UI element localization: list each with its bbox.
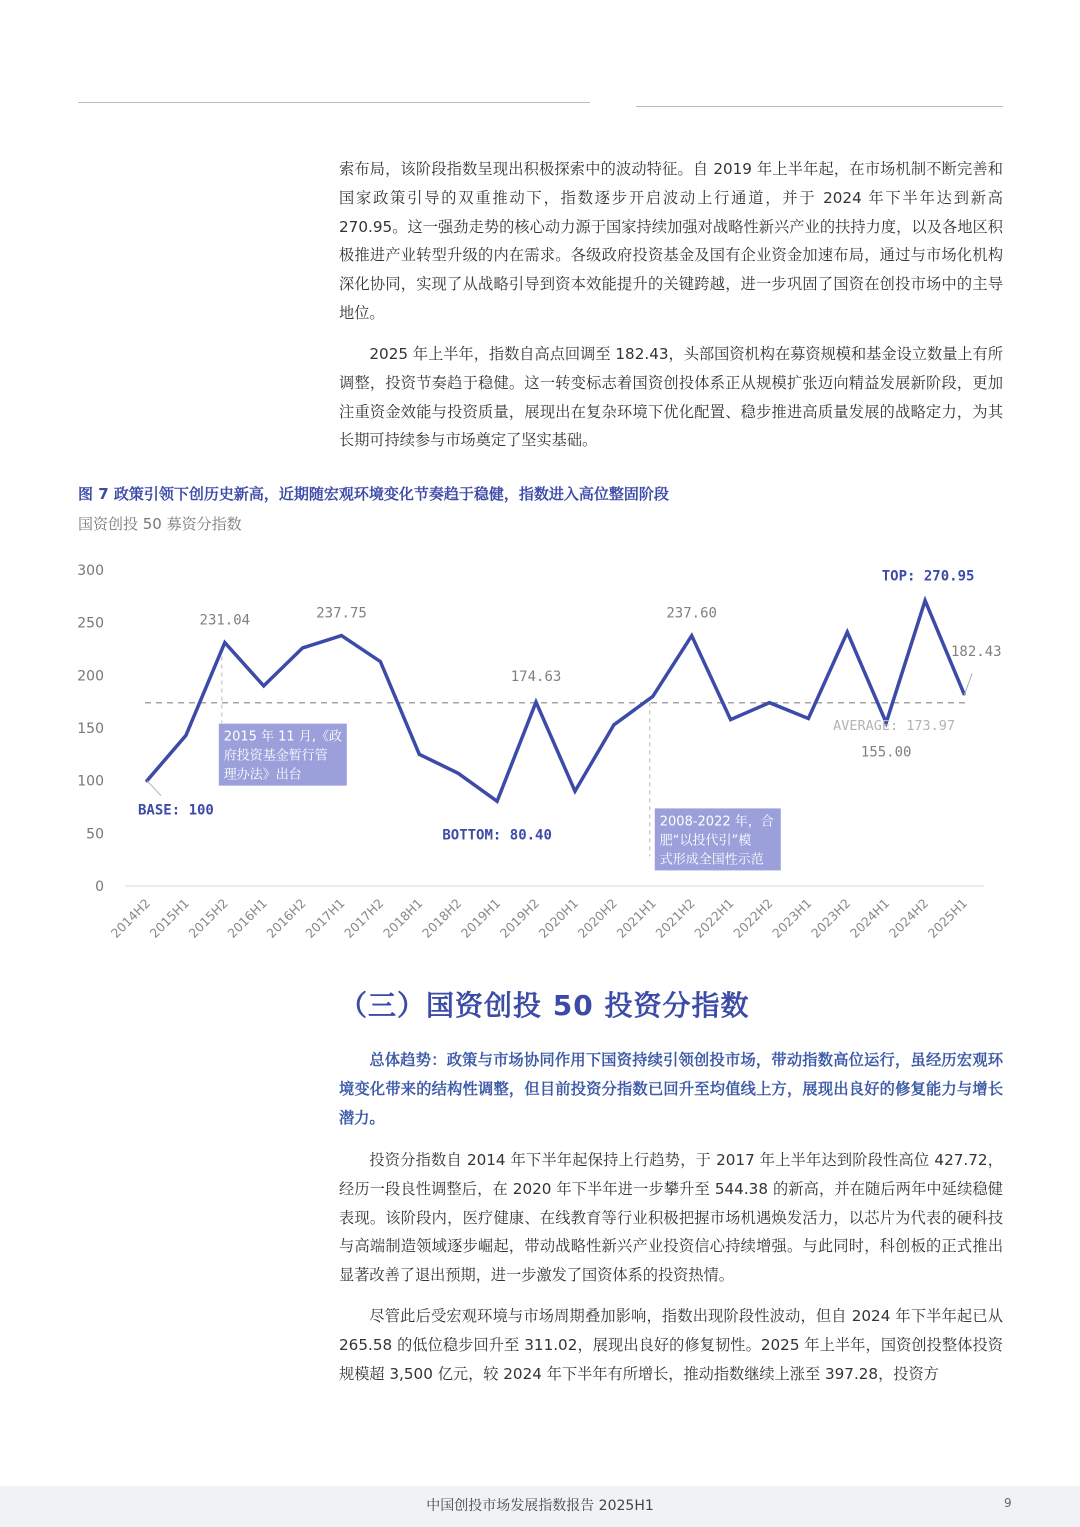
x-tick-label: 2016H2 <box>263 895 309 941</box>
data-point <box>690 634 693 637</box>
x-tick-label: 2020H2 <box>574 895 620 941</box>
data-point <box>729 718 732 721</box>
point-label: 237.60 <box>666 605 717 622</box>
x-tick-label: 2019H2 <box>496 895 543 941</box>
data-point <box>768 701 771 704</box>
x-tick-label: 2024H2 <box>885 895 932 941</box>
annotation-text: 式形成全国性示范 <box>659 852 764 868</box>
point-label: 182.43 <box>951 643 1002 660</box>
data-point <box>807 717 810 720</box>
y-tick-label: 100 <box>77 773 104 790</box>
x-tick-label: 2018H2 <box>418 895 465 941</box>
x-tick-label: 2019H1 <box>457 895 504 941</box>
x-tick-label: 2015H2 <box>185 895 231 941</box>
data-point <box>496 800 499 803</box>
summary-text: 总体趋势：政策与市场协同作用下国资持续引领创投市场，带动指数高位运行，虽经历宏观环境变化带来的结构性调整，但目前投资分指数已回升至均值线上方，展现出良好的修复能力与增长潜力。 <box>339 1051 1003 1127</box>
x-tick-label: 2023H1 <box>769 895 815 941</box>
footer-title: 中国创投市场发展指数报告 2025H1 <box>426 1498 654 1514</box>
data-point <box>340 634 343 637</box>
figure-subtitle: 国资创投 50 募资分指数 <box>78 515 242 533</box>
annotation-text: 肥“以投代引”模 <box>659 833 752 849</box>
x-tick-label: 2018H1 <box>380 895 426 941</box>
header-rule-left <box>78 102 590 103</box>
data-point <box>184 734 187 737</box>
y-tick-label: 150 <box>77 721 104 737</box>
data-point <box>301 646 304 649</box>
data-point <box>651 695 654 698</box>
x-tick-label: 2016H1 <box>224 895 270 941</box>
point-label: 155.00 <box>860 744 912 761</box>
figure-title: 图 7 政策引领下创历史新高，近期随宏观环境变化节奏趋于稳健，指数进入高位整固阶段 <box>78 485 669 503</box>
x-tick-label: 2022H2 <box>730 895 776 941</box>
point-label: 231.04 <box>199 612 251 629</box>
data-point <box>535 701 538 704</box>
last-label-leader <box>964 674 972 696</box>
data-point <box>223 641 226 644</box>
x-tick-label: 2017H1 <box>302 895 348 941</box>
data-point <box>924 599 927 602</box>
point-label: BOTTOM: 80.40 <box>442 827 552 844</box>
paragraph-text: 尽管此后受宏观环境与市场周期叠加影响，指数出现阶段性波动，但自 2024 年下半年起已从 265.58 的低位稳步回升至 311.02，展现出良好的修复韧性。2025 年上半年，国资创投整体投资规模超 3,500 亿元，较 2024 年下半年有所增长，推动指数继续上涨至 397.28，投资方 <box>339 1307 1003 1383</box>
annotation-text: 府投资基金暂行管 <box>223 748 328 764</box>
section-heading: （三）国资创投 50 投资分指数 <box>339 989 750 1022</box>
y-tick-label: 200 <box>77 668 104 685</box>
body-paragraph-2 <box>339 340 1003 455</box>
paragraph-text: 2025 年上半年，指数自高点回调至 182.43，头部国资机构在募资规模和基金设立数量上有所调整，投资节奏趋于稳健。这一转变标志着国资创投体系正从规模扩张迈向精益发展新阶段，更加注重资金效能与投资质量，展现出在复杂环境下优化配置、稳步推进高质量发展的战略定力，为其长期可持续参与市场奠定了坚实基础。 <box>339 345 1003 450</box>
page-number: 9 <box>1004 1496 1012 1510</box>
data-point <box>573 790 576 793</box>
data-point <box>379 660 382 663</box>
x-tick-label: 2021H2 <box>652 895 698 941</box>
x-tick-label: 2015H1 <box>146 895 193 941</box>
data-point <box>418 753 421 756</box>
x-tick-label: 2021H1 <box>613 895 659 941</box>
annotation-text: 理办法》出台 <box>223 767 302 783</box>
base-label-leader <box>147 781 161 796</box>
average-label: AVERAGE: 173.97 <box>833 717 955 734</box>
y-tick-label: 50 <box>86 826 104 843</box>
section-summary <box>339 1046 1003 1132</box>
data-point <box>612 723 615 726</box>
paragraph-text: 投资分指数自 2014 年下半年起保持上行趋势，于 2017 年上半年达到阶段性高位 427.72，经历一段良性调整后，在 2020 年下半年进一步攀升至 544.38 的新高，并在随后两年中延续稳健表现。该阶段内，医疗健康、在线教育等行业积极把握市场机遇焕发活力，以芯片为代表的硬科技与高端制造领域逐步崛起，带动战略性新兴产业投资信心持续增强。与此同时，科创板的正式推出显著改善了退出预期，进一步激发了国资体系的投资热情。 <box>339 1151 1003 1285</box>
data-point <box>457 772 460 775</box>
x-tick-label: 2017H2 <box>341 895 387 941</box>
data-point <box>846 631 849 634</box>
x-tick-label: 2022H1 <box>691 895 737 941</box>
x-tick-label: 2024H1 <box>846 895 893 941</box>
annotation-text: 2015 年 11 月,《政 <box>223 729 342 745</box>
x-tick-label: 2020H1 <box>535 895 582 941</box>
line-chart <box>0 550 1080 950</box>
x-tick-label: 2014H2 <box>107 895 154 941</box>
x-tick-label: 2023H2 <box>808 895 854 941</box>
header-rule-right <box>636 106 1003 107</box>
point-label: BASE: 100 <box>138 802 214 819</box>
point-label: 174.63 <box>510 669 562 686</box>
body-paragraph-1 <box>339 155 1003 328</box>
y-tick-label: 0 <box>95 879 104 895</box>
body-paragraph-4 <box>339 1302 1003 1388</box>
body-paragraph-3 <box>339 1146 1003 1290</box>
annotation-text: 2008-2022 年，合 <box>659 814 774 830</box>
point-label: 237.75 <box>316 605 367 622</box>
y-tick-label: 250 <box>77 615 104 632</box>
point-label: TOP: 270.95 <box>881 568 975 585</box>
x-tick-label: 2025H1 <box>924 895 971 941</box>
paragraph-text: 索布局，该阶段指数呈现出积极探索中的波动特征。自 2019 年上半年起，在市场机制不断完善和国家政策引导的双重推动下，指数逐步开启波动上行通道，并于 2024 年下半年达到新高 270.95。这一强劲走势的核心动力源于国家持续加强对战略性新兴产业的扶持力度，以及各地区积极推进产业转型升级的内在需求。各级政府投资基金及国有企业资金加速布局，通过与市场化机构深化协同，实现了从战略引导到资本效能提升的关键跨越，进一步巩固了国资在创投市场中的主导地位。 <box>339 160 1003 322</box>
data-point <box>262 684 265 687</box>
y-tick-label: 300 <box>77 563 104 579</box>
